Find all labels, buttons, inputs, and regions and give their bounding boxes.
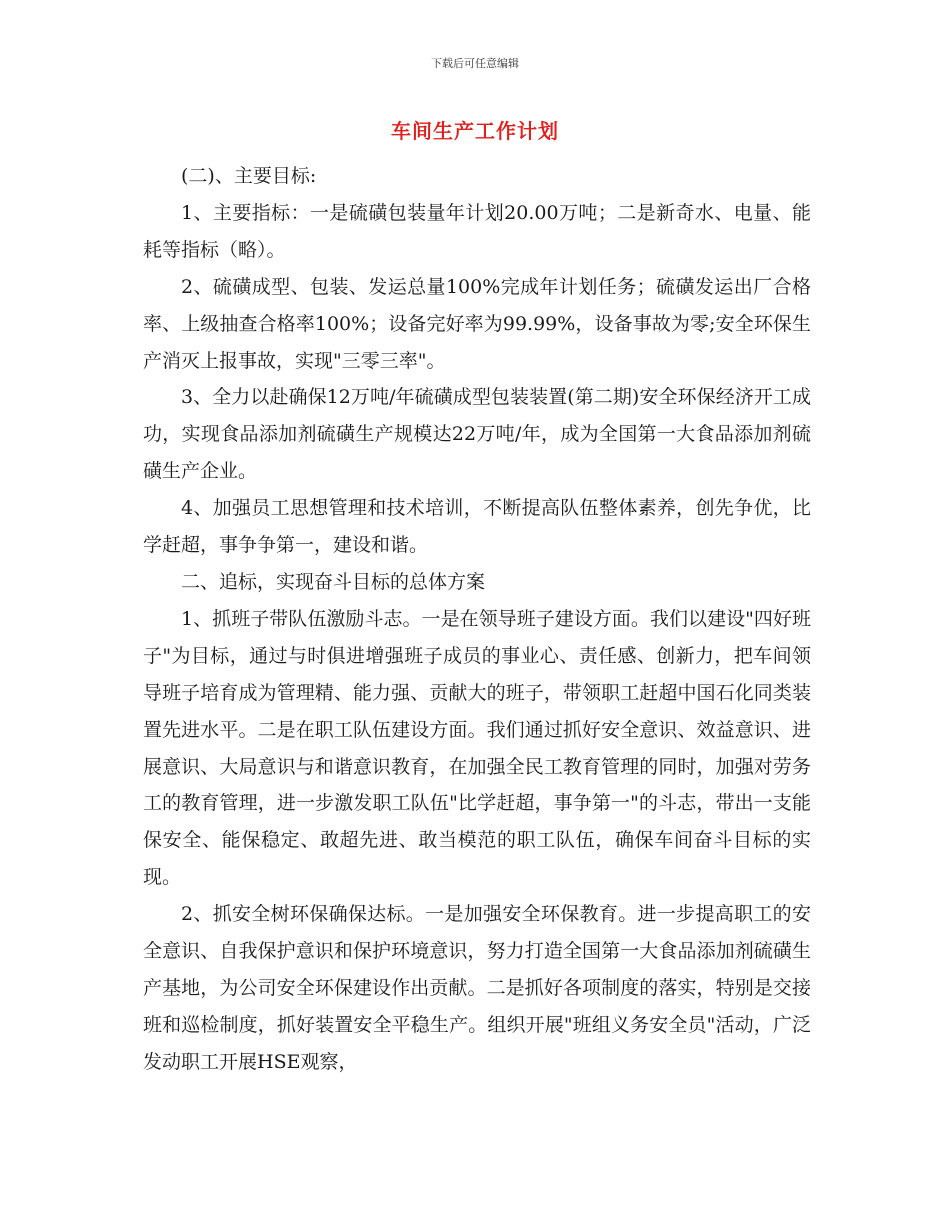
paragraph: 1、主要指标：一是硫磺包装量年计划20.00万吨；二是新奇水、电量、能耗等指标（略）。: [143, 201, 811, 261]
paragraph: (二)、主要目标:: [181, 165, 317, 187]
section-heading: 二、追标，实现奋斗目标的总体方案: [181, 570, 486, 593]
paragraph: 4、加强员工思想管理和技术培训，不断提高队伍整体素养，创先争优，比学赶超，事争争第一，建设和谐。: [143, 497, 811, 557]
paragraph: 2、抓安全树环保确保达标。一是加强安全环保教育。进一步提高职工的安全意识、自我保护意识和保护环境意识，努力打造全国第一大食品添加剂硫磺生产基地，为公司安全环保建设作出贡献。二是抓好各项制度的落实，特别是交接班和巡检制度，抓好装置安全平稳生产。组织开展"班组义务安全员"活动，广泛发动职工开展HSE观察，: [143, 903, 811, 1073]
document-body: [143, 158, 811, 1081]
document-title: 车间生产工作计划: [391, 119, 559, 143]
download-note: 下载后可任意编辑: [431, 57, 519, 70]
paragraph: 1、抓班子带队伍激励斗志。一是在领导班子建设方面。我们以建设"四好班子"为目标，通过与时俱进增强班子成员的事业心、责任感、创新力，把车间领导班子培育成为管理精、能力强、贡献大的班子，带领职工赶超中国石化同类装置先进水平。二是在职工队伍建设方面。我们通过抓好安全意识、效益意识、进展意识、大局意识与和谐意识教育，在加强全民工教育管理的同时，加强对劳务工的教育管理，进一步激发职工队伍"比学赶超，事争第一"的斗志，带出一支能保安全、能保稳定、敢超先进、敢当模范的职工队伍，确保车间奋斗目标的实现。: [143, 607, 811, 889]
paragraph: 2、硫磺成型、包装、发运总量100%完成年计划任务；硫磺发运出厂合格率、上级抽查合格率100%；设备完好率为99.99%，设备事故为零;安全环保生产消灭上报事故，实现"三零三率"。: [143, 275, 811, 372]
paragraph: 3、全力以赴确保12万吨/年硫磺成型包装装置(第二期)安全环保经济开工成功，实现食品添加剂硫磺生产规模达22万吨/年，成为全国第一大食品添加剂硫磺生产企业。: [143, 386, 811, 483]
